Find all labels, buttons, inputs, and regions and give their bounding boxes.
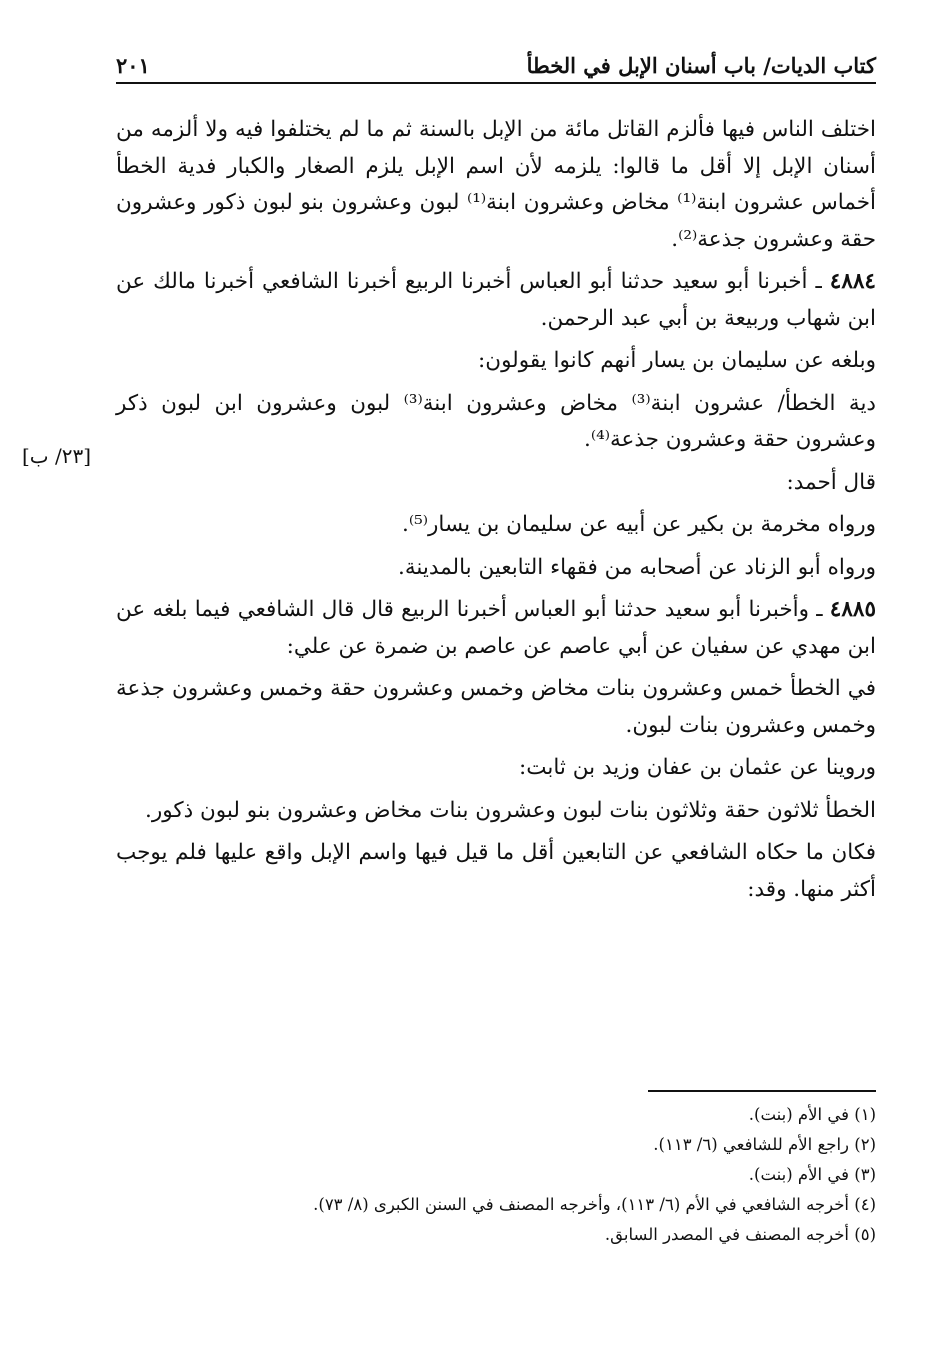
- running-header: [116, 42, 876, 84]
- paragraph: اختلف الناس فيها فألزم القاتل مائة من الإبل بالسنة ثم ما لم يختلفوا فيه ولا ألزمه من أسنان الإبل إلا أقل ما قالوا: يلزمه لأن اسم الإبل يلزم الصغار والكبار فدية الخطأ أخماس عشرون ابنة⁽¹⁾ مخاض وعشرون ابنة⁽¹⁾ لبون وعشرون بنو لبون ذكور وعشرون حقة وعشرون جذعة⁽²⁾.: [116, 117, 876, 252]
- footnote: (٥) أخرجه المصنف في المصدر السابق.: [604, 1225, 876, 1244]
- main-text: [116, 112, 876, 914]
- hadith-number: ٤٨٨٥: [829, 597, 876, 622]
- folio-marker: [٢٣/ ب]: [22, 444, 92, 468]
- paragraph: الخطأ ثلاثون حقة وثلاثون بنات لبون وعشرون بنات مخاض وعشرون بنو لبون ذكور.: [145, 797, 876, 823]
- paragraph-text: ـ أخبرنا أبو سعيد حدثنا أبو العباس أخبرنا الربيع أخبرنا الشافعي أخبرنا مالك عن ابن شهاب وربيعة بن أبي عبد الرحمن.: [116, 269, 876, 331]
- footnote: (٣) في الأم (بنت).: [748, 1165, 876, 1184]
- paragraph: وبلغه عن سليمان بن يسار أنهم كانوا يقولون:: [478, 348, 876, 373]
- paragraph: فكان ما حكاه الشافعي عن التابعين أقل ما قيل فيها واسم الإبل واقع عليها فلم يوجب أكثر منها. وقد:: [116, 840, 876, 902]
- hadith-4885: [116, 592, 876, 665]
- hadith-4884: [116, 264, 876, 337]
- paragraph: ورواه أبو الزناد عن أصحابه من فقهاء التابعين بالمدينة.: [398, 554, 876, 580]
- hadith-number: ٤٨٨٤: [829, 269, 876, 294]
- footnotes: [116, 1100, 876, 1250]
- footnote: (٤) أخرجه الشافعي في الأم (٦/ ١١٣)، وأخرجه المصنف في السنن الكبرى (٨/ ٧٣).: [313, 1195, 876, 1214]
- footnote-divider: [648, 1090, 876, 1092]
- page-number: ٢٠١: [116, 53, 150, 78]
- running-title: كتاب الديات/ باب أسنان الإبل في الخطأ: [526, 53, 876, 78]
- paragraph: وروينا عن عثمان بن عفان وزيد بن ثابت:: [519, 755, 876, 780]
- footnote: (١) في الأم (بنت).: [748, 1105, 876, 1124]
- paragraph: قال أحمد:: [786, 469, 876, 495]
- paragraph: دية الخطأ/ عشرون ابنة⁽³⁾ مخاض وعشرون ابنة⁽³⁾ لبون وعشرون ابن لبون ذكر وعشرون حقة وعشرون جذعة⁽⁴⁾.: [116, 390, 876, 452]
- paragraph: ورواه مخرمة بن بكير عن أبيه عن سليمان بن يسار⁽⁵⁾.: [402, 512, 876, 537]
- footnote: (٢) راجع الأم للشافعي (٦/ ١١٣).: [653, 1135, 876, 1154]
- paragraph: في الخطأ خمس وعشرون بنات مخاض وخمس وعشرون حقة وخمس وعشرون جذعة وخمس وعشرون بنات لبون.: [116, 676, 876, 738]
- paragraph-text: ـ وأخبرنا أبو سعيد حدثنا أبو العباس أخبرنا الربيع قال قال الشافعي فيما بلغه عن ابن مهدي عن سفيان عن أبي عاصم عن عاصم بن ضمرة عن علي:: [116, 597, 876, 659]
